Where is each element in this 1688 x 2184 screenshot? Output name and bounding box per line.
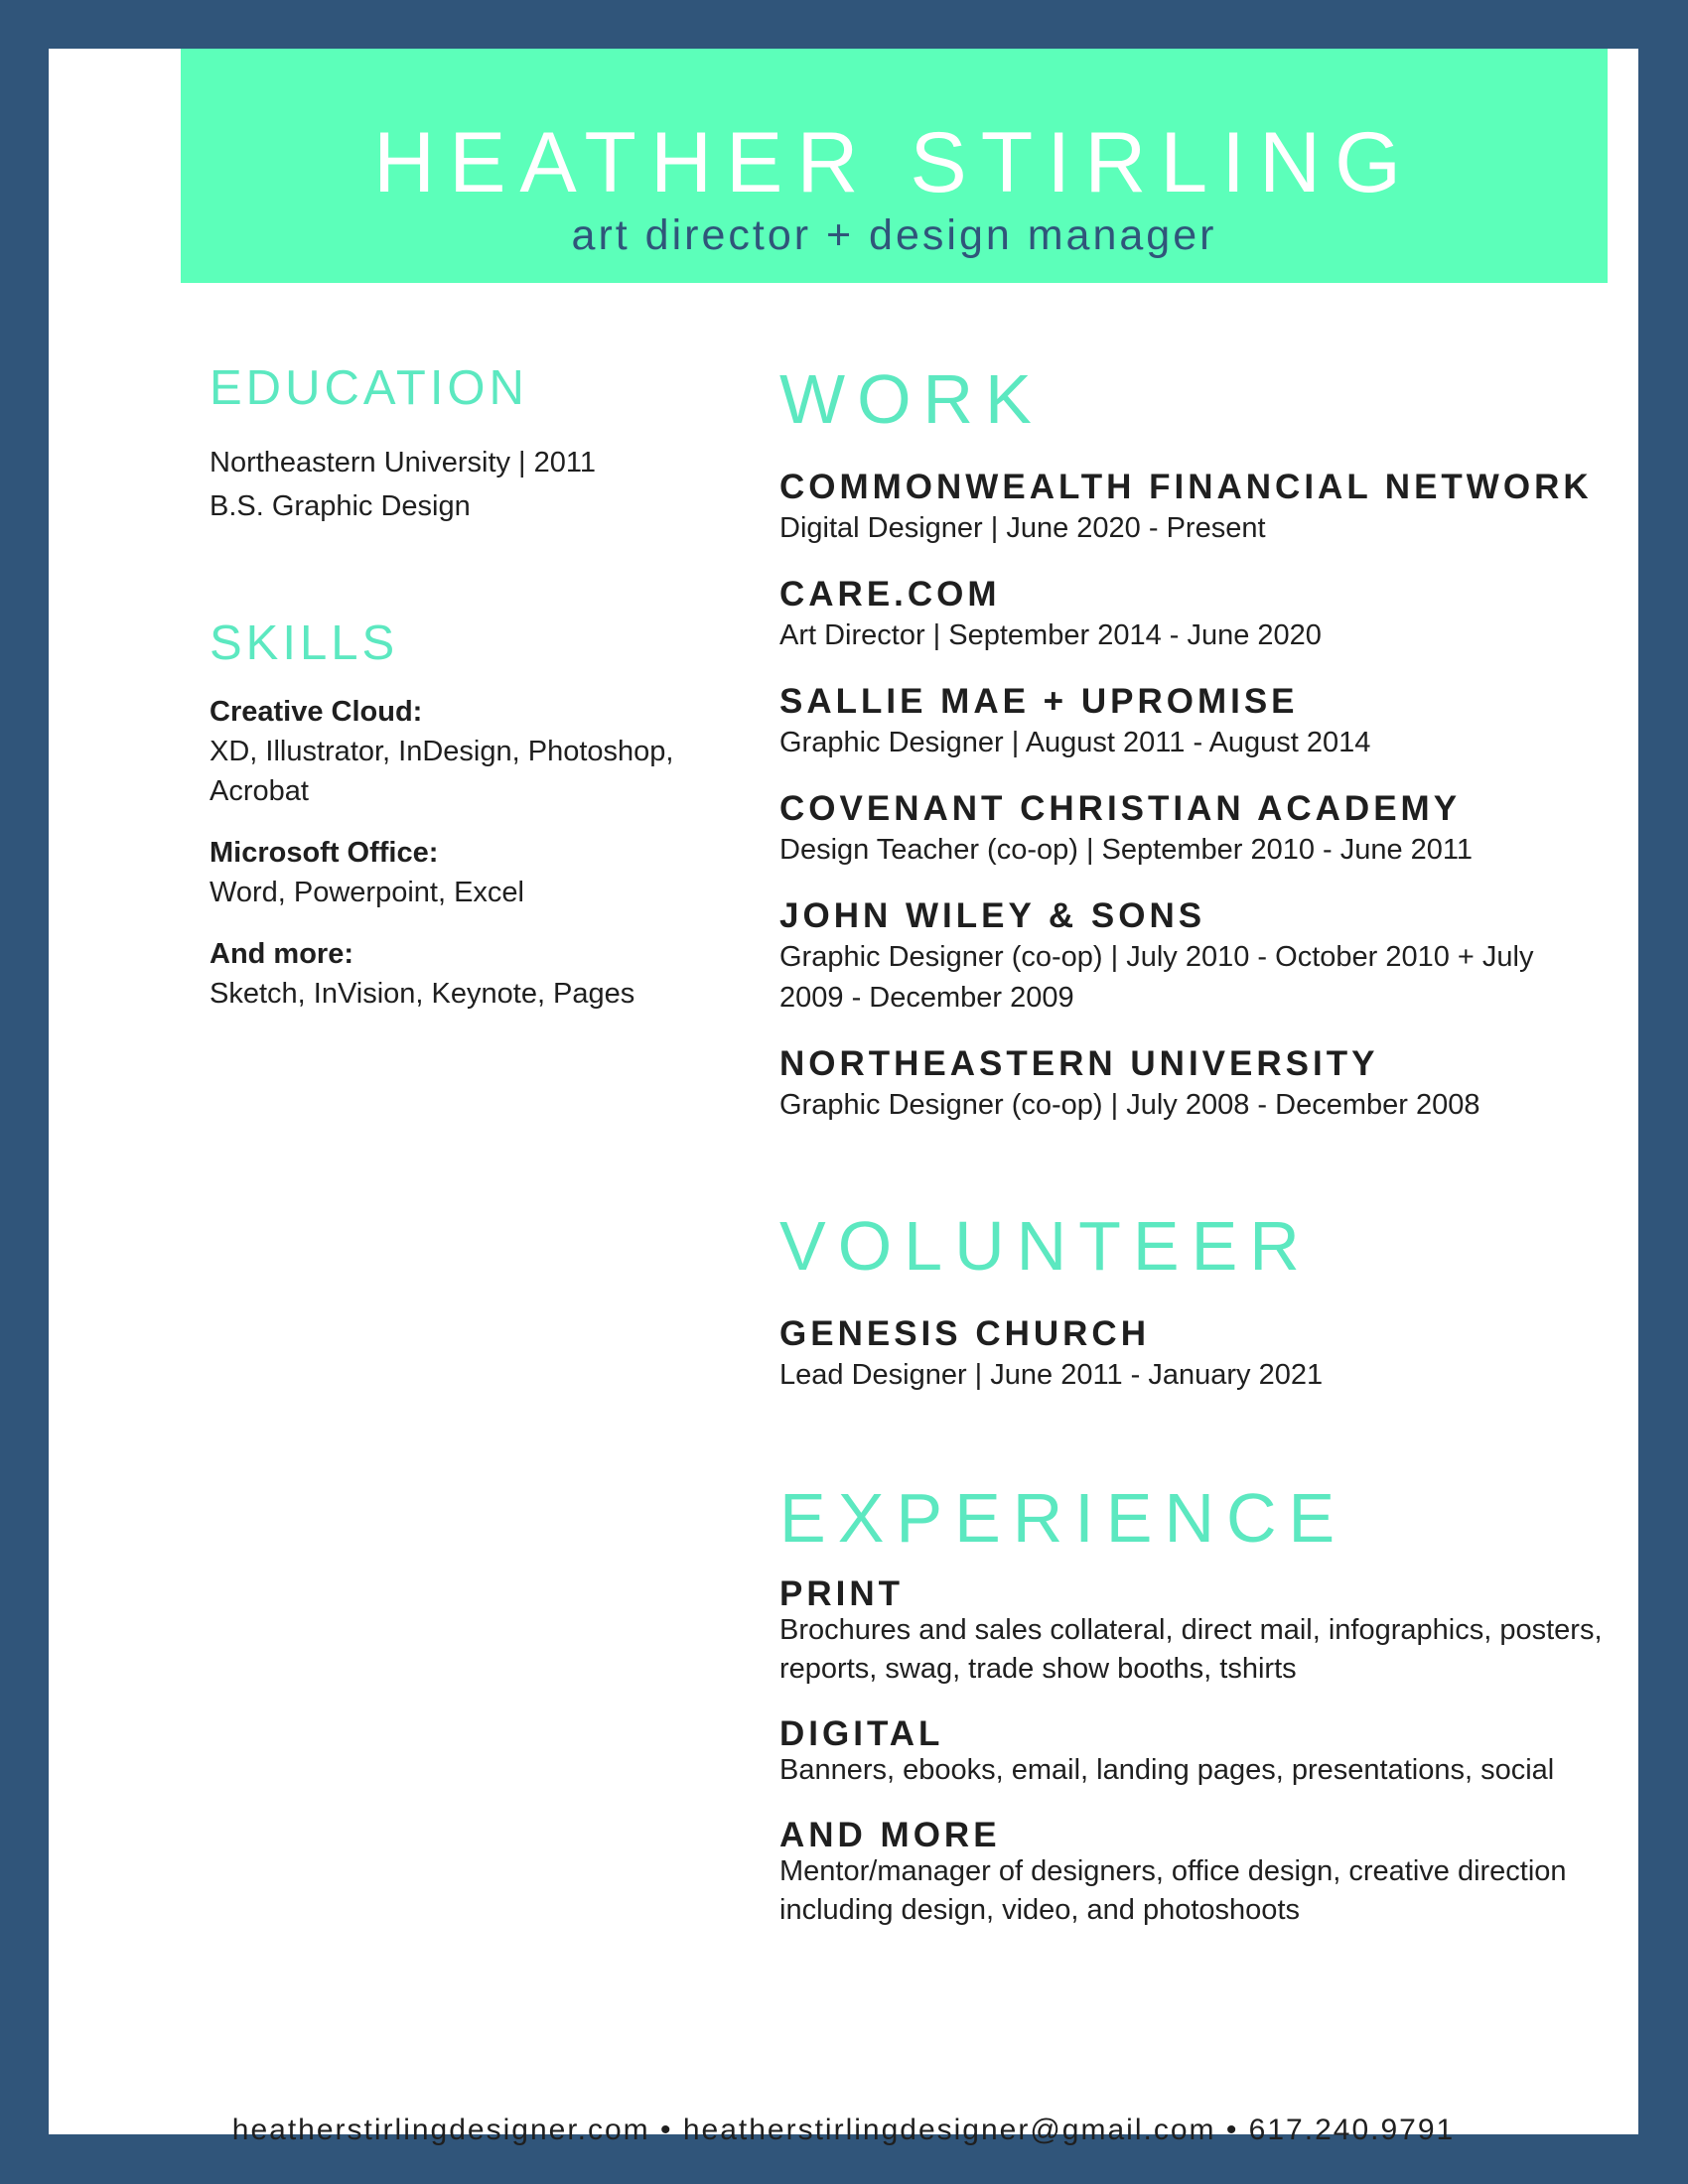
- company-name: COMMONWEALTH FINANCIAL NETWORK: [779, 468, 1593, 506]
- work-entry: [779, 791, 1623, 871]
- contact-footer: heatherstirlingdesigner.com • heatherstirlingdesigner@gmail.com • 617.240.9791: [231, 2114, 1456, 2146]
- skill-group-items: Sketch, InVision, Keynote, Pages: [210, 978, 635, 1010]
- work-list: [779, 470, 1623, 1126]
- job-detail: Graphic Designer (co-op) | July 2010 - October 2010 + July 2009 - December 2009: [779, 941, 1534, 1014]
- volunteer-detail: Lead Designer | June 2011 - January 2021: [779, 1359, 1324, 1391]
- volunteer-heading: VOLUNTEER: [779, 1207, 1312, 1285]
- experience-title: DIGITAL: [779, 1714, 944, 1753]
- skill-group-items: XD, Illustrator, InDesign, Photoshop, Acrobat: [210, 736, 674, 807]
- job-subtitle: art director + design manager: [571, 211, 1217, 259]
- experience-entry: [779, 1576, 1623, 1689]
- experience-detail: Brochures and sales collateral, direct mail, infographics, posters, reports, swag, trade show booths, tshirts: [779, 1614, 1603, 1685]
- volunteer-list: [779, 1316, 1623, 1396]
- education-line: Northeastern University | 2011: [210, 447, 597, 478]
- skill-group-label: Microsoft Office:: [210, 837, 439, 869]
- work-entry: [779, 577, 1623, 656]
- job-detail: Art Director | September 2014 - June 2020: [779, 619, 1322, 651]
- company-name: SALLIE MAE + UPROMISE: [779, 682, 1299, 721]
- right-column: [779, 360, 1623, 1958]
- job-detail: Graphic Designer | August 2011 - August 2014: [779, 727, 1371, 758]
- skill-group-label: Creative Cloud:: [210, 696, 423, 728]
- work-entry: [779, 470, 1623, 549]
- experience-heading: EXPERIENCE: [779, 1479, 1347, 1557]
- experience-detail: Mentor/manager of designers, office design, creative direction including design, video, and photoshoots: [779, 1855, 1567, 1926]
- work-entry: [779, 898, 1623, 1019]
- experience-entry: [779, 1818, 1623, 1930]
- work-entry: [779, 1046, 1623, 1126]
- job-detail: Graphic Designer (co-op) | July 2008 - December 2008: [779, 1089, 1480, 1121]
- job-detail: Digital Designer | June 2020 - Present: [779, 512, 1266, 544]
- skills-heading: SKILLS: [210, 616, 399, 670]
- education-block: [210, 441, 686, 528]
- education-line: B.S. Graphic Design: [210, 490, 471, 522]
- skill-group-items: Word, Powerpoint, Excel: [210, 877, 524, 908]
- header-banner: [181, 49, 1608, 283]
- organization-name: GENESIS CHURCH: [779, 1314, 1150, 1353]
- experience-detail: Banners, ebooks, email, landing pages, presentations, social: [779, 1754, 1555, 1786]
- skill-group-label: And more:: [210, 938, 353, 970]
- work-heading: WORK: [779, 360, 1044, 438]
- company-name: JOHN WILEY & SONS: [779, 896, 1206, 935]
- company-name: NORTHEASTERN UNIVERSITY: [779, 1044, 1379, 1083]
- experience-entry: [779, 1716, 1623, 1790]
- resume-page: [49, 49, 1638, 2146]
- person-name: HEATHER STIRLING: [372, 115, 1416, 210]
- skills-block: [210, 692, 686, 1014]
- experience-title: AND MORE: [779, 1816, 1001, 1854]
- work-entry: [779, 684, 1623, 763]
- company-name: CARE.COM: [779, 575, 1001, 614]
- experience-title: PRINT: [779, 1574, 904, 1613]
- volunteer-entry: [779, 1316, 1623, 1396]
- job-detail: Design Teacher (co-op) | September 2010 - June 2011: [779, 834, 1474, 866]
- education-heading: EDUCATION: [210, 361, 528, 415]
- experience-list: [779, 1576, 1623, 1930]
- left-column: [210, 361, 686, 1035]
- company-name: COVENANT CHRISTIAN ACADEMY: [779, 789, 1462, 828]
